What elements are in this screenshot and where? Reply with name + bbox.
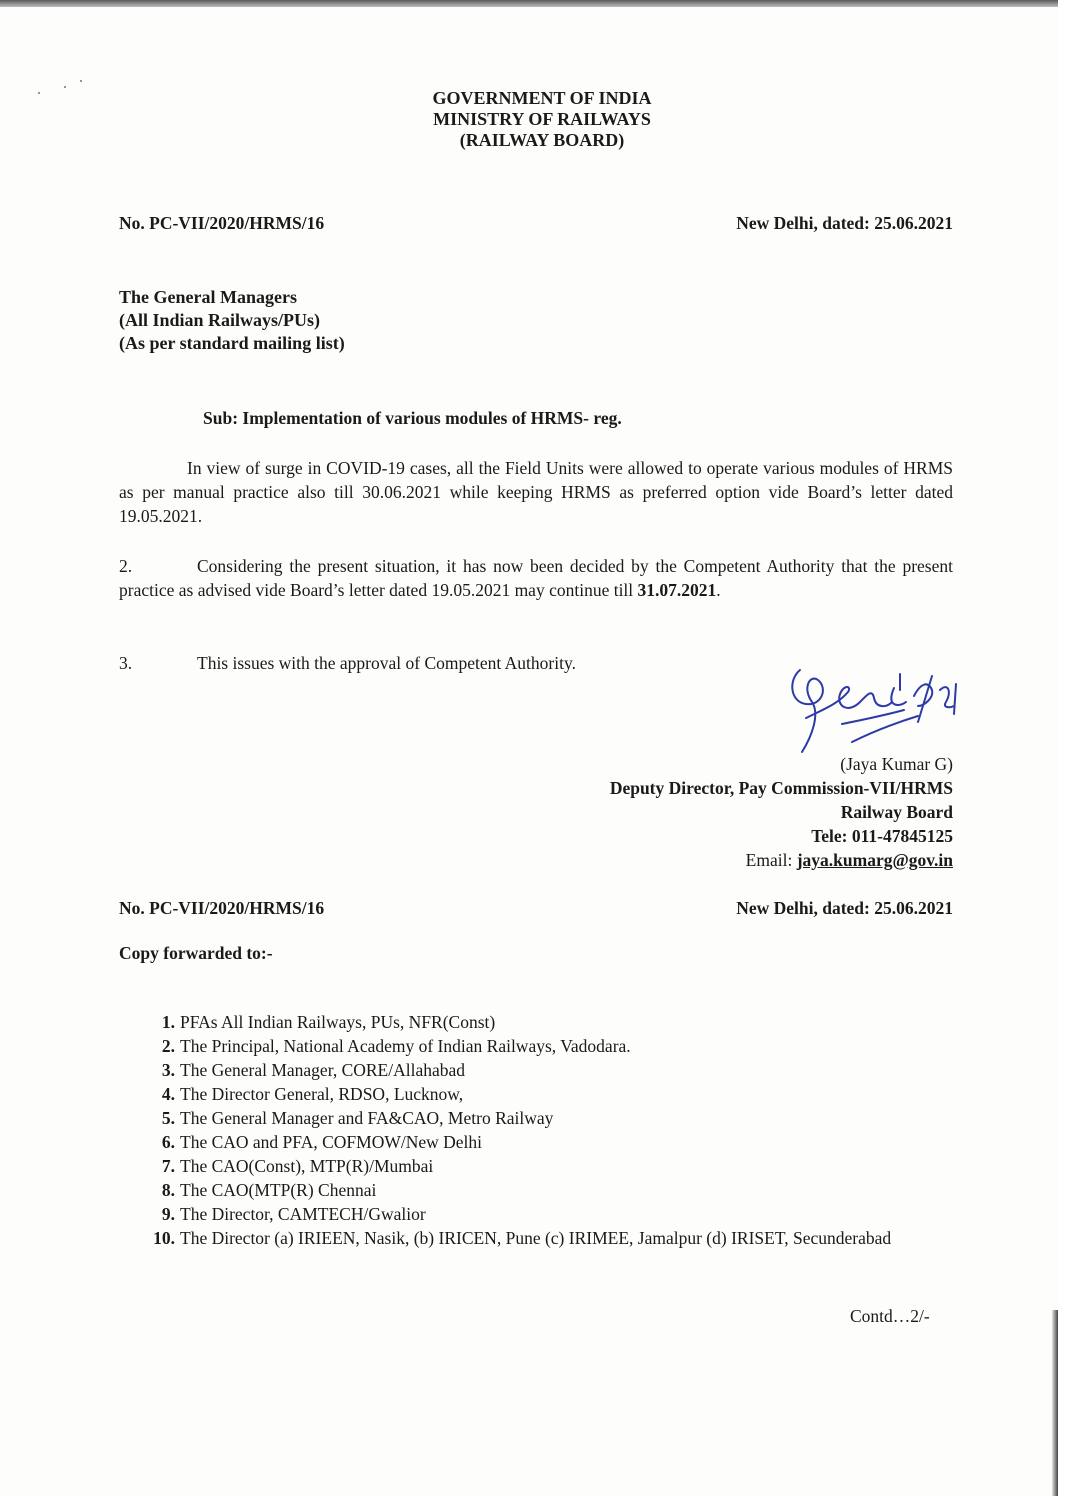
paragraph-1-text: In view of surge in COVID-19 cases, all the Field Units were allowed to operate various modules of HRMS as per manual practice also till 30.06.2021 while keeping HRMS as preferred option vide Board’s letter dated 19.05.2021. <box>119 458 953 526</box>
list-item <box>140 1202 955 1226</box>
copy-list <box>140 1010 955 1250</box>
list-item-text: The CAO(MTP(R) Chennai <box>180 1180 377 1200</box>
list-item <box>140 1010 955 1034</box>
scan-top-edge <box>0 0 1058 7</box>
list-item-number: 1. <box>161 1012 175 1032</box>
list-item-text: The Director (a) IRIEEN, Nasik, (b) IRICEN, Pune (c) IRIMEE, Jamalpur (d) IRISET, Secunderabad <box>180 1228 892 1248</box>
list-item <box>140 1082 955 1106</box>
list-item-number: 8. <box>161 1180 175 1200</box>
list-item-number: 9. <box>161 1204 175 1224</box>
addressee-block <box>119 286 345 355</box>
reference-date: New Delhi, dated: 25.06.2021 <box>736 213 953 233</box>
list-item <box>140 1154 955 1178</box>
header-board: (RAILWAY BOARD) <box>459 130 625 150</box>
reference-date: New Delhi, dated: 25.06.2021 <box>736 898 953 918</box>
subject-line: Sub: Implementation of various modules of HRMS- reg. <box>203 408 622 428</box>
signatory-block <box>610 752 953 872</box>
list-item-text: The CAO and PFA, COFMOW/New Delhi <box>180 1132 483 1152</box>
paragraph-number: 2. <box>119 556 133 576</box>
list-item-text: PFAs All Indian Railways, PUs, NFR(Const) <box>180 1012 496 1032</box>
letter-header <box>0 88 1084 151</box>
signatory-name: (Jaya Kumar G) <box>840 754 953 774</box>
copy-forwarded-title: Copy forwarded to:- <box>119 943 273 963</box>
list-item <box>140 1226 955 1250</box>
header-government: GOVERNMENT OF INDIA <box>432 88 652 108</box>
paragraph-1 <box>119 456 953 528</box>
list-item-text: The General Manager, CORE/Allahabad <box>180 1060 466 1080</box>
list-item-text: The Director General, RDSO, Lucknow, <box>180 1084 464 1104</box>
paragraph-2-date: 31.07.2021 <box>637 580 717 600</box>
list-item-text: The Principal, National Academy of Indian Railways, Vadodara. <box>180 1036 631 1056</box>
list-item <box>140 1178 955 1202</box>
reference-row-2 <box>119 898 953 919</box>
email-label: Email: <box>745 850 797 870</box>
list-item <box>140 1130 955 1154</box>
addressee-line: (All Indian Railways/PUs) <box>119 310 321 330</box>
reference-row <box>119 213 953 234</box>
addressee-line: (As per standard mailing list) <box>119 333 345 353</box>
continued-marker: Contd…2/- <box>850 1306 930 1326</box>
signatory-tele: Tele: 011-47845125 <box>811 826 953 846</box>
paragraph-2-end: . <box>716 580 721 600</box>
list-item-number: 10. <box>153 1228 175 1248</box>
signatory-office: Railway Board <box>840 802 953 822</box>
paragraph-3-text: This issues with the approval of Competent Authority. <box>197 653 576 673</box>
list-item-text: The Director, CAMTECH/Gwalior <box>180 1204 426 1224</box>
paragraph-2-text: Considering the present situation, it has now been decided by the Competent Authority that the present practice as advised vide Board’s letter dated 19.05.2021 may continue till <box>119 556 953 600</box>
list-item-number: 5. <box>161 1108 175 1128</box>
addressee-line: The General Managers <box>119 287 297 307</box>
list-item <box>140 1058 955 1082</box>
signatory-email-row <box>610 848 953 872</box>
list-item-number: 6. <box>161 1132 175 1152</box>
reference-number: No. PC-VII/2020/HRMS/16 <box>119 898 325 918</box>
paragraph-2 <box>119 554 953 602</box>
list-item-number: 7. <box>161 1156 175 1176</box>
email-link[interactable]: jaya.kumarg@gov.in <box>796 850 953 870</box>
scan-right-edge <box>1052 1310 1058 1496</box>
reference-number: No. PC-VII/2020/HRMS/16 <box>119 213 325 233</box>
paragraph-number: 3. <box>119 653 133 673</box>
list-item <box>140 1034 955 1058</box>
list-item-number: 4. <box>161 1084 175 1104</box>
list-item-text: The CAO(Const), MTP(R)/Mumbai <box>180 1156 434 1176</box>
signature-date: 25/6/21 <box>782 649 831 666</box>
list-item-number: 2. <box>161 1036 175 1056</box>
handwritten-signature <box>782 649 962 762</box>
list-item-text: The General Manager and FA&CAO, Metro Railway <box>180 1108 554 1128</box>
header-ministry: MINISTRY OF RAILWAYS <box>433 109 651 129</box>
scan-speck <box>80 80 82 82</box>
list-item-number: 3. <box>161 1060 175 1080</box>
signatory-designation: Deputy Director, Pay Commission-VII/HRMS <box>609 778 953 798</box>
list-item <box>140 1106 955 1130</box>
